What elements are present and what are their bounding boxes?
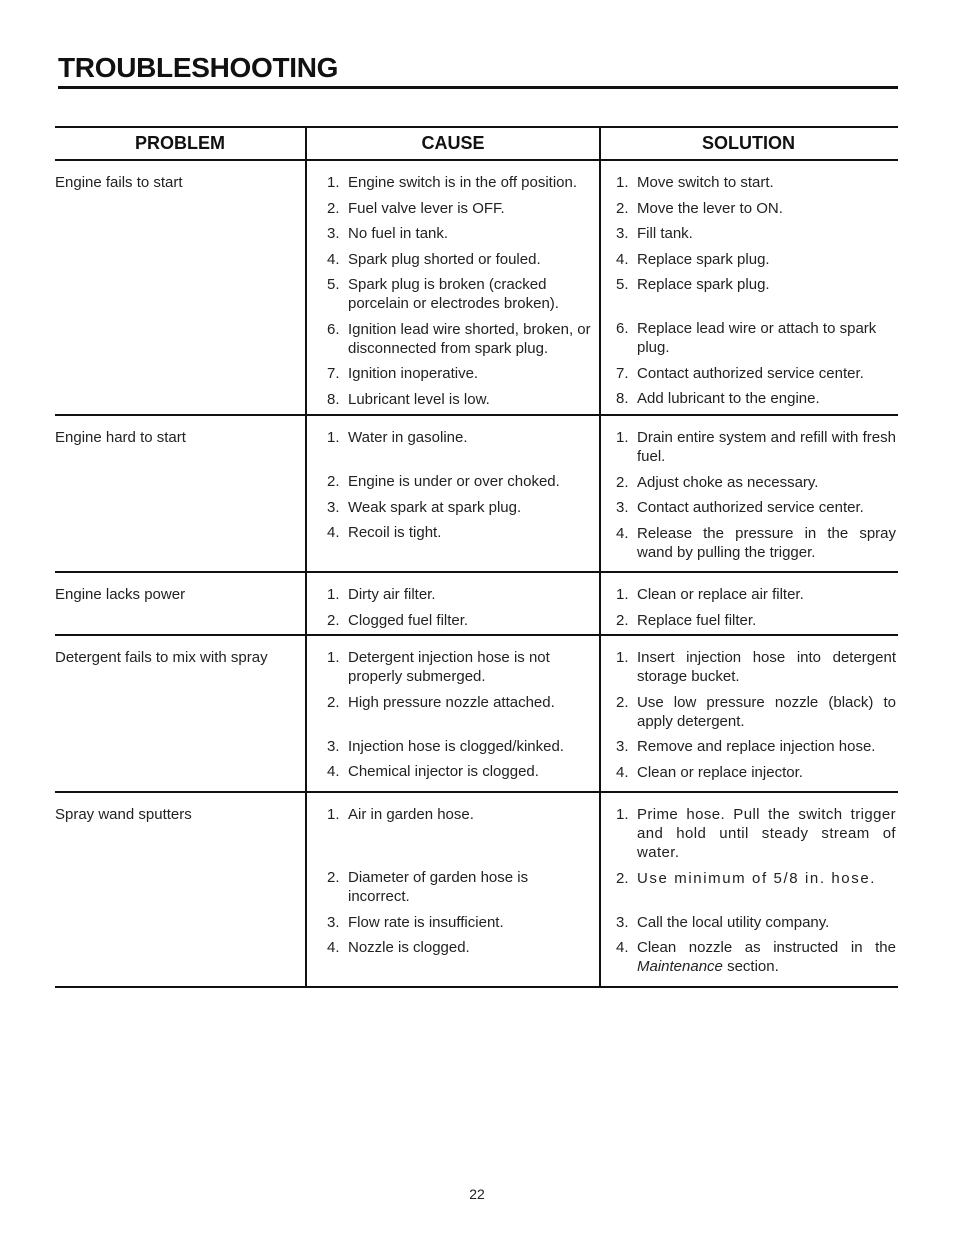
list-item: 1. Drain entire system and refill with fresh fuel. — [616, 429, 896, 465]
list-item: 1. Insert injection hose into detergent storage bucket. — [616, 649, 896, 685]
page-title: TROUBLESHOOTING — [58, 50, 898, 89]
list-item: 8. Lubricant level is low. — [327, 390, 490, 408]
header-problem: PROBLEM — [135, 133, 225, 153]
page-number: 22 — [469, 1186, 485, 1202]
header-solution: SOLUTION — [599, 128, 896, 159]
header-cause: CAUSE — [305, 128, 599, 159]
solution-cell — [599, 793, 896, 986]
list-item: 3. Remove and replace injection hose. — [616, 738, 876, 755]
list-item: 4. Spark plug shorted or fouled. — [327, 250, 541, 268]
list-item: 6. Replace lead wire or attach to spark plug. — [616, 320, 877, 356]
list-item: 4. Chemical injector is clogged. — [327, 763, 539, 780]
list-item: 2. Engine is under or over choked. — [327, 473, 560, 490]
troubleshooting-table — [55, 126, 898, 988]
list-item: 2. Use minimum of 5/8 in. hose. — [616, 869, 877, 887]
list-item: 2. Diameter of garden hose is incorrect. — [327, 869, 529, 905]
list-item: 4. Replace spark plug. — [616, 250, 770, 268]
list-item: 1. Clean or replace air filter. — [616, 586, 804, 603]
list-item: 1. Move switch to start. — [616, 174, 774, 191]
problem-cell: Detergent fails to mix with spray — [55, 649, 268, 666]
table-row — [55, 416, 898, 573]
list-item: 2. Use low pressure nozzle (black) to apply detergent. — [616, 693, 896, 730]
list-item: 3. Fill tank. — [616, 225, 693, 242]
problem-cell: Spray wand sputters — [55, 806, 192, 823]
list-item: 4. Clean nozzle as instructed in the Maintenance section. — [616, 939, 896, 975]
cause-cell — [305, 636, 599, 791]
solution-cell — [599, 161, 896, 414]
table-row — [55, 573, 898, 636]
cause-cell — [305, 573, 599, 634]
list-item: 3. Injection hose is clogged/kinked. — [327, 737, 564, 755]
cause-cell — [305, 416, 599, 571]
list-item: 1. Detergent injection hose is not properly submerged. — [327, 649, 550, 685]
cause-cell — [305, 793, 599, 986]
list-item: 5. Spark plug is broken (cracked porcelain or electrodes broken). — [327, 276, 559, 312]
list-item: 8. Add lubricant to the engine. — [616, 390, 820, 407]
list-item: 4. Nozzle is clogged. — [327, 939, 470, 956]
table-row — [55, 793, 898, 988]
list-item: 2. Replace fuel filter. — [616, 611, 757, 629]
list-item: 2. Fuel valve lever is OFF. — [327, 199, 505, 217]
list-item: 4. Clean or replace injector. — [616, 763, 803, 781]
list-item: 3. Call the local utility company. — [616, 913, 830, 931]
list-item: 3. No fuel in tank. — [327, 225, 449, 242]
list-item: 1. Air in garden hose. — [327, 806, 474, 823]
list-item: 1. Water in gasoline. — [327, 429, 468, 446]
solution-cell — [599, 573, 896, 634]
maintenance-emphasis: Maintenance — [637, 958, 723, 975]
list-item: 4. Recoil is tight. — [327, 524, 442, 541]
solution-cell — [599, 416, 896, 571]
list-item: 6. Ignition lead wire shorted, broken, or disconnected from spark plug. — [327, 320, 591, 357]
table-row — [55, 161, 898, 416]
list-item: 3. Contact authorized service center. — [616, 499, 864, 516]
problem-cell: Engine lacks power — [55, 586, 186, 603]
list-item: 7. Contact authorized service center. — [616, 364, 864, 382]
list-item: 2. High pressure nozzle attached. — [327, 693, 555, 711]
list-item: 2. Clogged fuel filter. — [327, 611, 469, 629]
list-item: 1. Engine switch is in the off position. — [327, 174, 578, 191]
table-row — [55, 636, 898, 793]
list-item: 4. Release the pressure in the spray wand by pulling the trigger. — [616, 524, 896, 561]
problem-cell: Engine fails to start — [55, 174, 183, 191]
list-item: 3. Weak spark at spark plug. — [327, 498, 522, 516]
list-item: 7. Ignition inoperative. — [327, 365, 479, 382]
table-header — [55, 128, 898, 161]
list-item: 1. Dirty air filter. — [327, 586, 436, 603]
list-item: 2. Move the lever to ON. — [616, 199, 783, 217]
list-item: 5. Replace spark plug. — [616, 276, 770, 293]
cause-cell — [305, 161, 599, 414]
list-item: 3. Flow rate is insufficient. — [327, 913, 504, 931]
solution-cell — [599, 636, 896, 791]
list-item: 1. Prime hose. Pull the switch trigger and hold until steady stream of water. — [616, 806, 896, 861]
problem-cell: Engine hard to start — [55, 429, 186, 446]
list-item: 2. Adjust choke as necessary. — [616, 473, 819, 491]
